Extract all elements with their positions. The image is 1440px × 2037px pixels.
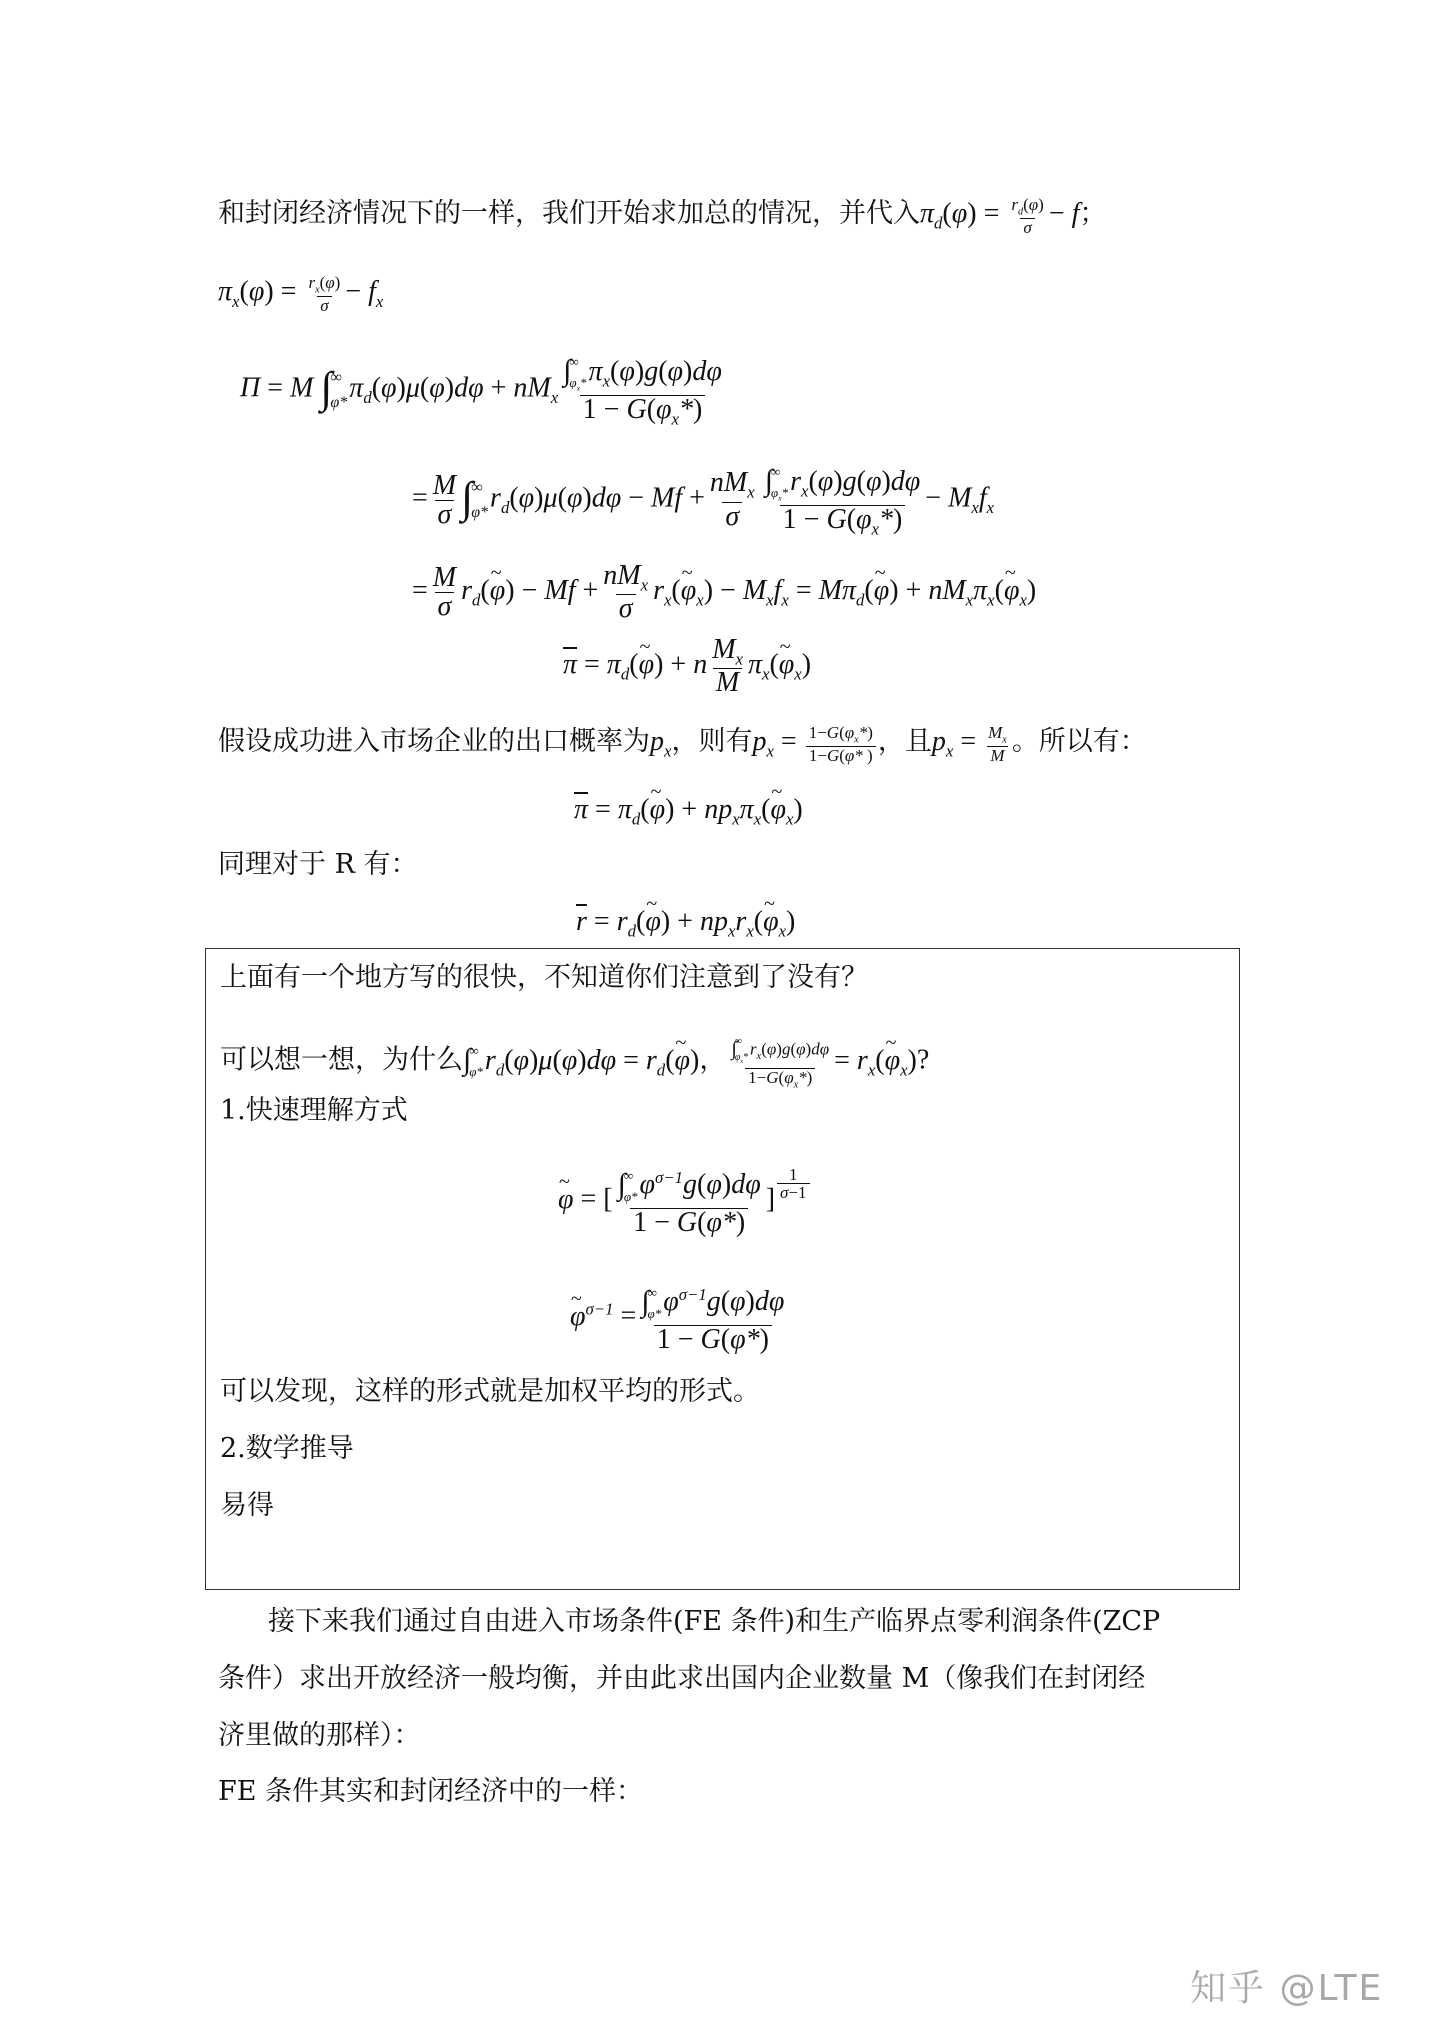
box-line-2: 可以想一想，为什么∫ ∞ φ* $r_d(\varphi)\mu(\varphi)d\varphi$ = $r_d(\sim$ φ)， ∫ ∞ $\varphi_x*$ $r_x(\varphi)g(\varphi)d\varphi$ $1-G(\varphi_x*)$ = $r_x(\sim$ $\varphi_x$)? [220,1034,929,1090]
box-heading-2: 2.数学推导 [220,1433,354,1464]
para1-line-1: 接下来我们通过自由进入市场条件(FE 条件)和生产临界点零利润条件(ZCP [268,1606,1161,1637]
eq-pibar-1: $\overline{\pi}$ = $\pi_d(\sim$ φ) + n $\frac{M_x}{M}$ $\pi_x(\sim$ $\varphi_x$) [563,636,811,697]
box-heading-1: 1.快速理解方式 [220,1095,408,1126]
box-easy: 易得 [220,1490,274,1521]
intro-text: 和封闭经济情况下的一样，我们开始求加总的情况，并代入 [218,198,920,230]
box-conclusion: 可以发现，这样的形式就是加权平均的形式。 [220,1376,760,1407]
eq-Pi-2: = $\frac{M}{\sigma}$ ∫ ∞ φ* $r_d(\varphi)\mu(\varphi)d\varphi - Mf$ + $\frac{nM_x}{\sigma}$ ∫ ∞ $\varphi_x*$ $r_x(\varphi)g(\varphi)d\varphi$ $1 - G(\varphi_x*)$ − $M_xf_x$ [412,464,995,539]
eq-pi-d: $\pi_d(\varphi)$ = $\frac{r_d(\varphi)}{\sigma}$ − f [920,195,1080,237]
fe-line: FE 条件其实和封闭经济中的一样： [218,1776,644,1807]
eq-Pi-1: Π = M ∫ ∞ φ* $\pi_d(\varphi)\mu(\varphi)d\varphi + nM_x$ ∫ ∞ $\varphi_x*$ $\pi_x(\varphi)g(\varphi)d\varphi$ $1 - G(\varphi_x*)$ [240,354,722,429]
para1-line-3: 济里做的那样）： [218,1720,421,1751]
eq-Pi-3: = $\frac{M}{\sigma}$ $r_d(\sim$ φ) − Mf + $\frac{nM_x}{\sigma}$ $r_x(\sim$ $\varphi_x) - M_xf_x$ = $M\pi_d(\sim$ $\varphi) + nM_x\pi_x(\sim$ $\varphi_x$) [412,562,1036,623]
px-line: 假设成功进入市场企业的出口概率为$p_x$，则有$p_x$ = $\frac{1-G(\varphi_x*)}{1-G(\varphi* )}$ ，且$p_x$ = $\frac{M_x}{M}$ 。所以有： [218,723,1147,765]
eq-phi-tilde: ~ φ = [ ∫ ∞ φ* $\varphi^{\sigma-1}g(\varphi)d\varphi$ 1 − G(φ*) ] $\frac{1}{\sigma-1}$ [558,1166,812,1237]
para1-line-2: 条件）求出开放经济一般均衡，并由此求出国内企业数量 M（像我们在封闭经 [218,1663,1146,1694]
r-line: 同理对于 R 有： [218,849,418,880]
intro-line: 和封闭经济情况下的一样，我们开始求加总的情况，并代入$\pi_d(\varphi)$ = $\frac{r_d(\varphi)}{\sigma}$ − f； [218,195,1107,237]
watermark: 知乎 @LTE [1190,1968,1384,2009]
eq-rbar: $\overline{r}$ = $r_d(\sim$ $\varphi) + np_xr_x(\sim$ $\varphi_x$) [576,908,795,940]
box-line-1: 上面有一个地方写的很快，不知道你们注意到了没有？ [220,962,868,993]
eq-pibar-2: $\overline{\pi}$ = $\pi_d(\sim$ $\varphi) + np_x\pi_x(\sim$ $\varphi_x$) [574,796,803,828]
eq-phi-tilde-pow: ~ $\varphi^{\sigma-1}$ = ∫ ∞ φ* $\varphi^{\sigma-1}g(\varphi)d\varphi$ 1 − G(φ*) [570,1283,789,1354]
eq-pi-x: $\pi_x(\varphi)$ = $\frac{r_x(\varphi)}{\sigma}$ − $f_x$ [218,273,384,315]
